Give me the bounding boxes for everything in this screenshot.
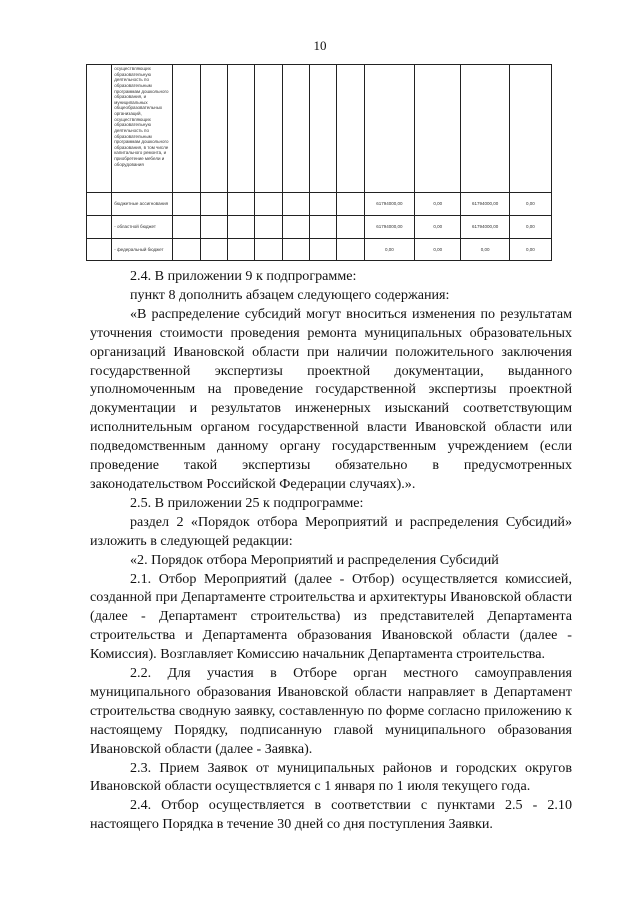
table-row-label: бюджетные ассигнования bbox=[112, 193, 173, 216]
table-cell: 61794000,00 bbox=[461, 216, 509, 239]
paragraph: 2.5. В приложении 25 к подпрограмме: bbox=[130, 494, 364, 511]
table-cell: 0,00 bbox=[415, 239, 461, 261]
paragraph: 2.1. Отбор Мероприятий (далее - Отбор) осуществляется комиссией, созданной при Департаменте строительства и архитектуры Ивановской области (далее - Департамент строительства) из представителей Департамента строительства и Департамента образования Ивановской области (далее - Комиссия). Возглавляет Комиссию начальник Департамента строительства. bbox=[90, 570, 572, 663]
table-cell: 0,00 bbox=[415, 216, 461, 239]
table-cell: 0,00 bbox=[509, 216, 551, 239]
table-row bbox=[87, 65, 552, 193]
budget-table bbox=[86, 64, 552, 261]
paragraph: «В распределение субсидий могут вноситься изменения по результатам уточнения стоимости проведения ремонта муниципальных образовательных организаций Ивановской области при наличии положительного заключения государственной экспертизы проектной документации, выданного уполномоченным на проведение государственной экспертизы проектной документации и результатов инженерных изысканий соответствующим исполнительным органом государственной власти Ивановской области или подведомственным данному органу государственным учреждением (если проведение такой экспертизы обязательно в предусмотренных законодательством Российской Федерации случаях).». bbox=[90, 305, 572, 492]
table-cell: 0,00 bbox=[415, 193, 461, 216]
paragraph: раздел 2 «Порядок отбора Мероприятий и распределения Субсидий» изложить в следующей редакции: bbox=[90, 513, 572, 549]
paragraph: пункт 8 дополнить абзацем следующего содержания: bbox=[130, 286, 450, 303]
table-row-label: - федеральный бюджет bbox=[112, 239, 173, 261]
table-cell: 0,00 bbox=[461, 239, 509, 261]
page-number: 10 bbox=[313, 38, 327, 53]
paragraph: 2.2. Для участия в Отборе орган местного самоуправления муниципального образования Ивановской области направляет в Департамент строительства сводную заявку, составленную по форме согласно приложению к настоящему Порядку, подписанную главой муниципального образования Ивановской области (далее - Заявка). bbox=[90, 665, 572, 757]
paragraph: 2.4. В приложении 9 к подпрограмме: bbox=[130, 268, 357, 284]
table-cell: 0,00 bbox=[509, 239, 551, 261]
table-cell: 0,00 bbox=[364, 239, 414, 261]
table-cell: 61794000,00 bbox=[364, 193, 414, 216]
section-heading: «2. Порядок отбора Мероприятий и распределения Субсидий bbox=[130, 551, 499, 568]
table-row-label: осуществляющих образовательную деятельность по образовательным программам дошкольного образования, и муниципальных общеобразовательных организаций, осуществляющих образовательную деятельность по образовательным программам дошкольного образования, в том числе капитального ремонта, и приобретение мебели и оборудования bbox=[112, 65, 173, 193]
table-row bbox=[87, 216, 552, 239]
table-row bbox=[87, 193, 552, 216]
table-cell: 0,00 bbox=[509, 193, 551, 216]
table-row-label: - областной бюджет bbox=[112, 216, 173, 239]
paragraph: 2.4. Отбор осуществляется в соответствии с пунктами 2.5 - 2.10 настоящего Порядка в течение 30 дней со дня поступления Заявки. bbox=[90, 797, 572, 833]
table-cell: 61794000,00 bbox=[461, 193, 509, 216]
document-body bbox=[90, 267, 572, 834]
paragraph: 2.3. Прием Заявок от муниципальных районов и городских округов Ивановской области осуществляется с 1 января по 1 июля текущего года. bbox=[90, 759, 572, 795]
table-cell: 61794000,00 bbox=[364, 216, 414, 239]
table-row bbox=[87, 239, 552, 261]
